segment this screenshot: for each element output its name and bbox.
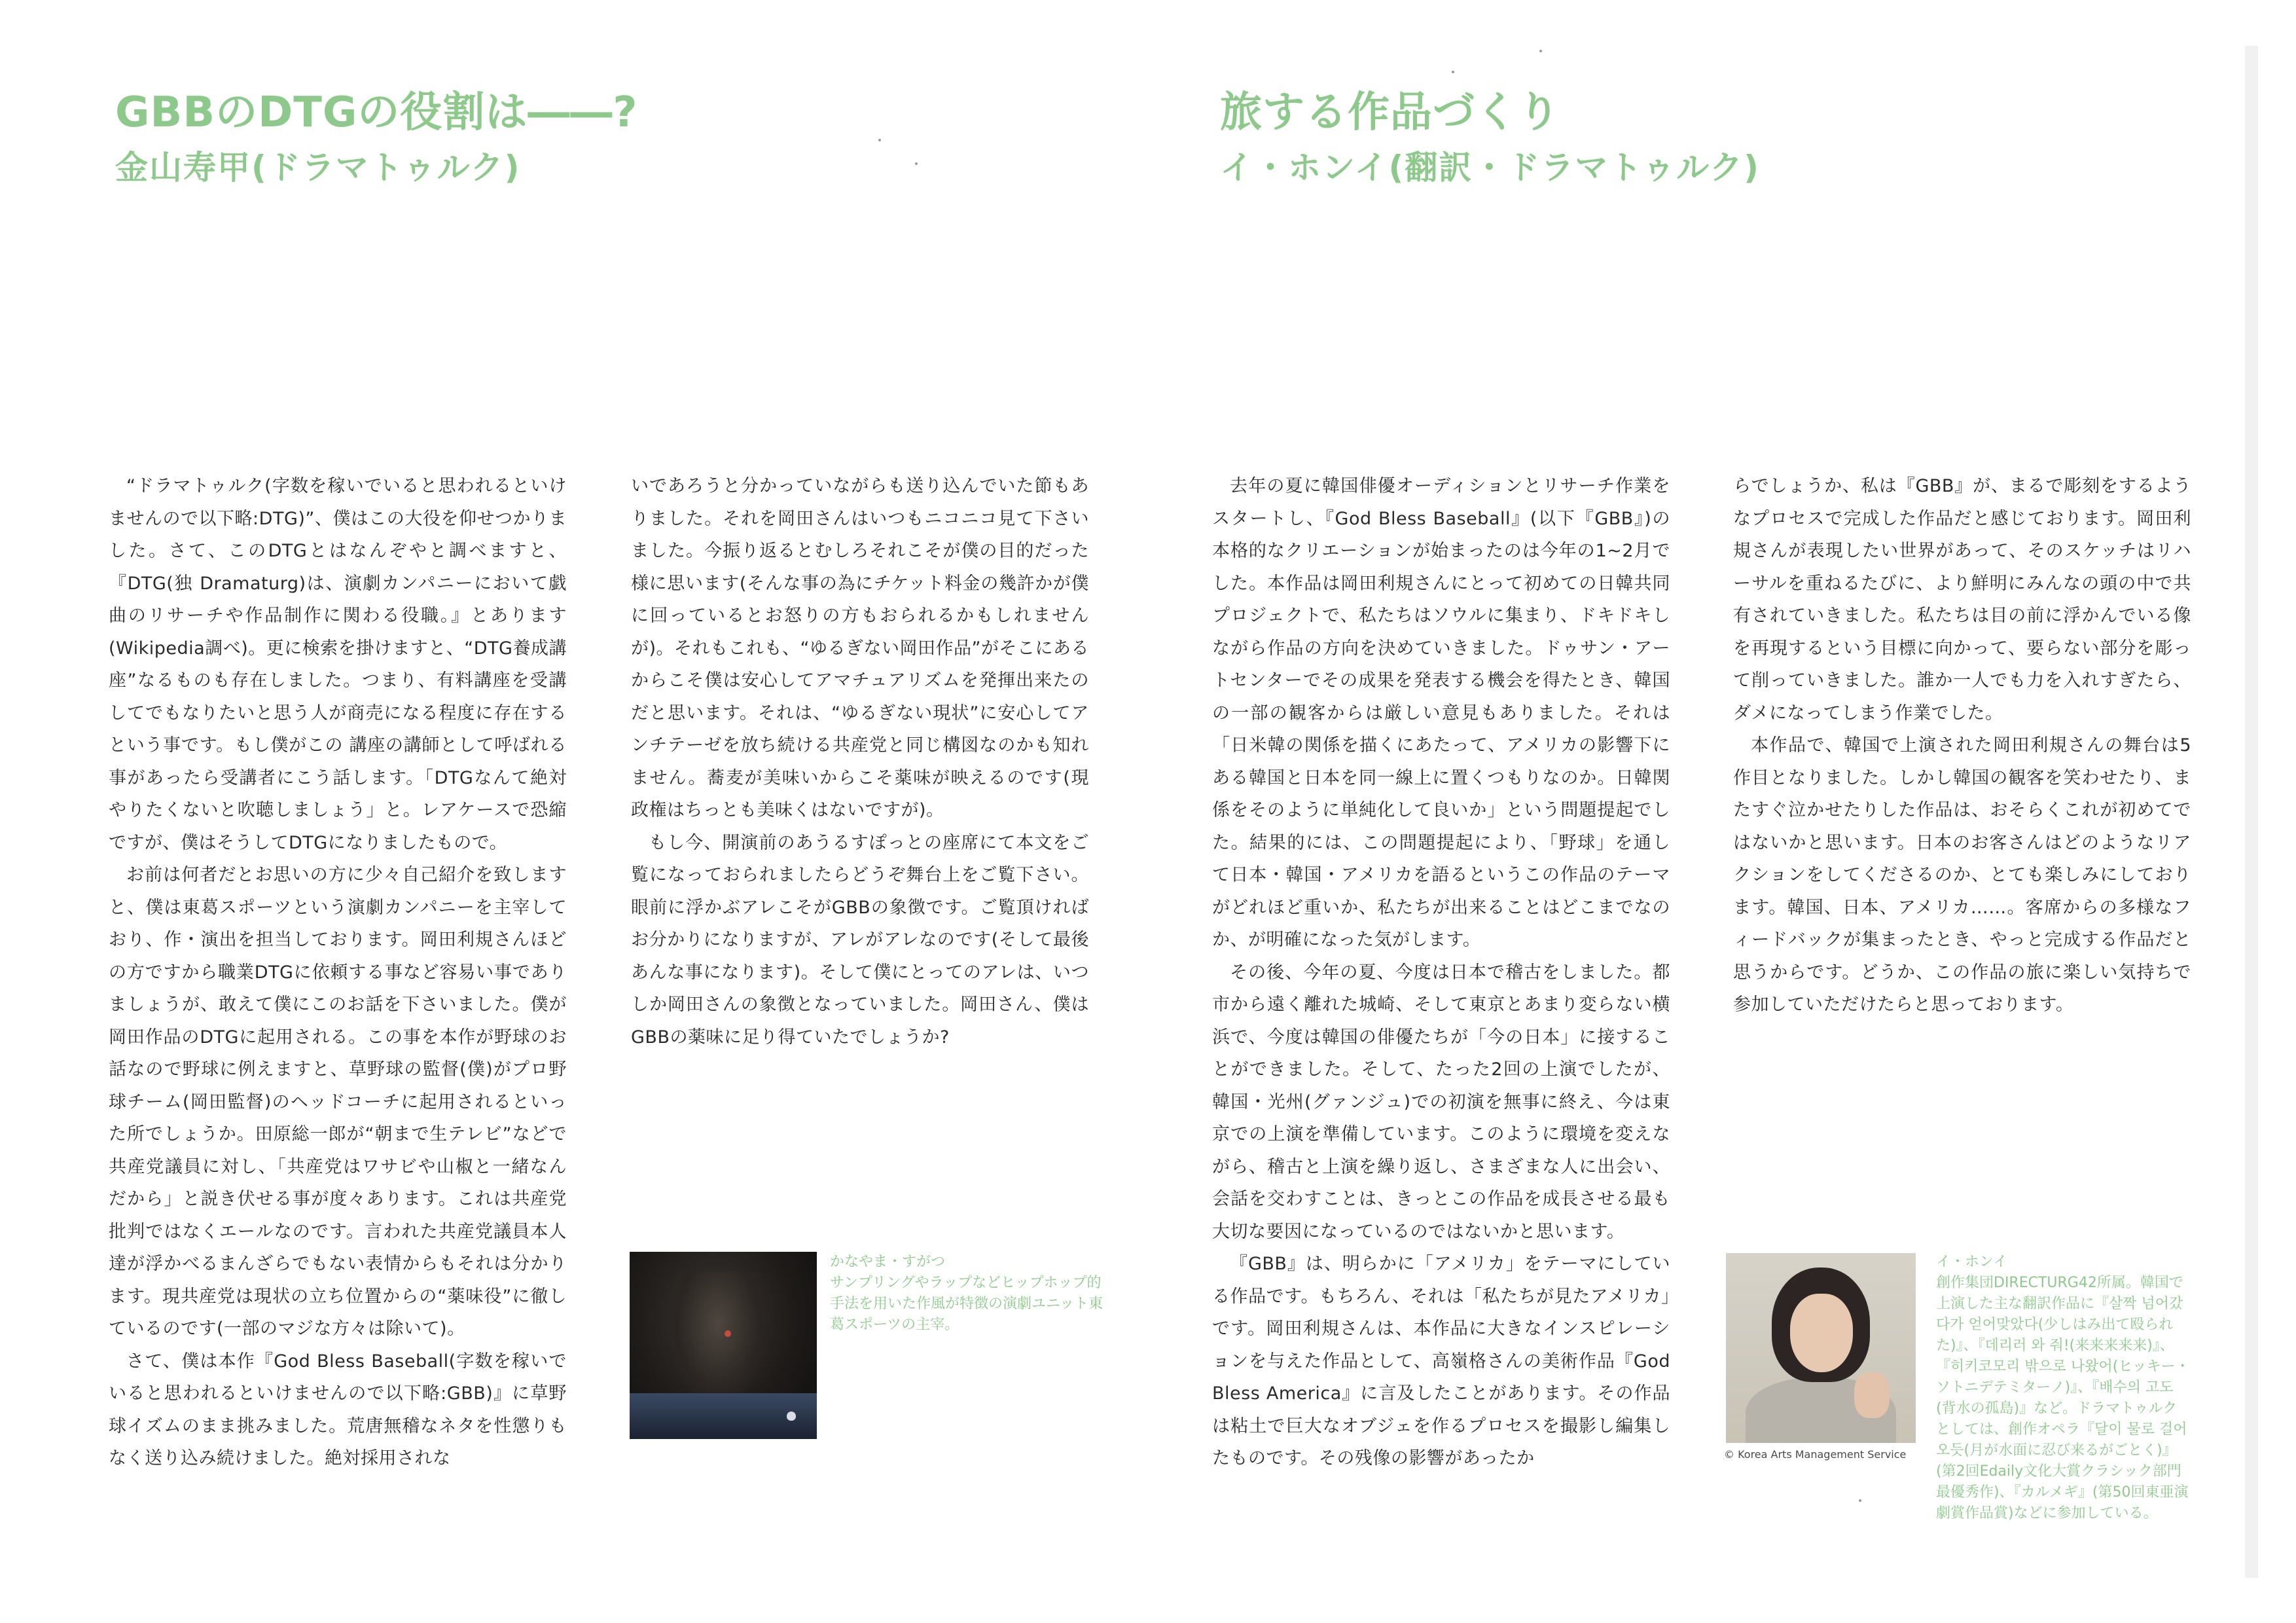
- print-speck: [1539, 50, 1542, 52]
- paragraph: らでしょうか、私は『GBB』が、まるで彫刻をするようなプロセスで完成した作品だと感じております。岡田利規さんが表現したい世界があって、そのスケッチはリハーサルを重ねるたびに、より鮮明にみんなの頭の中で共有されていきました。私たちは目の前に浮かんでいる像を再現するという目標に向かって、要らない部分を彫って削っていきました。誰か一人でも力を入れすぎたら、ダメになってしまう作業でした。: [1733, 476, 2191, 723]
- author-photo-kanayama: [630, 1252, 817, 1439]
- right-article-subtitle: イ・ホンイ(翻訳・ドラマトゥルク): [1220, 149, 1760, 187]
- left-article-title: GBBのDTGの役割は――?: [115, 88, 638, 137]
- paragraph: “ドラマトゥルク(字数を稼いでいると思われるといけませんので以下略:DTG)”、僕はこの大役を仰せつかりました。さて、このDTGとはなんぞやと調べますと、『DTG(独 Dramaturg)は、演劇カンパニーにおいて戯曲のリサーチや作品制作に関わる役職。』とあります(Wikipedia調べ)。更に検索を掛けますと、“DTG養成講座”なるものも存在しました。つまり、有料講座を受講してでもなりたいと思う人が商売になる程度に存在するという事です。もし僕がこの 講座の講師として呼ばれる事があったら受講者にこう話します。「DTGなんて絶対やりたくないと吹聴しましょう」と。レアケースで恐縮ですが、僕はそうしてDTGになりましたもので。: [109, 476, 567, 853]
- paragraph: 『GBB』は、明らかに「アメリカ」をテーマにしている作品です。もちろん、それは「私たちが見たアメリカ」です。岡田利規さんは、本作品に大きなインスピレーションを与えた作品として、高嶺格さんの美術作品『God Bless America』に言及したことがあります。その作品は粘土で巨大なオブジェを作るプロセスを撮影し編集したものです。その残像の影響があったか: [1212, 1254, 1670, 1468]
- paragraph: その後、今年の夏、今度は日本で稽古をしました。都市から遠く離れた城崎、そして東京とあまり変らない横浜で、今度は韓国の俳優たちが「今の日本」に接することができました。そして、たった2回の上演でしたが、韓国・光州(グァンジュ)での初演を無事に終え、今は東京での上演を準備しています。このように環境を変えながら、稽古と上演を繰り返し、さまざまな人に出会い、会話を交わすことは、きっとこの作品を成長させる最も大切な要因になっているのではないかと思います。: [1212, 962, 1670, 1242]
- author-name: かなやま・すがつ: [830, 1254, 946, 1270]
- author-photo-lee: [1726, 1253, 1916, 1443]
- photo-credit: © Korea Arts Management Service: [1724, 1448, 1907, 1461]
- left-article-subtitle: 金山寿甲(ドラマトゥルク): [115, 149, 521, 187]
- author-caption-right: [1936, 1252, 2191, 1524]
- author-caption-left: [830, 1252, 1105, 1336]
- paragraph: いであろうと分かっていながらも送り込んでいた節もありました。それを岡田さんはいつもニコニコ見て下さいました。今振り返るとむしろそれこそが僕の目的だった様に思います(そんな事の為にチケット料金の幾許かが僕に回っているとお怒りの方もおられるかもしれませんが)。それもこれも、“ゆるぎない岡田作品”がそこにあるからこそ僕は安心してアマチュアリズムを発揮出来たのだと思います。それは、“ゆるぎない現状”に安心してアンチテーゼを放ち続ける共産党と同じ構図なのかも知れません。蕎麦が美味いからこそ薬味が映えるのです(現政権はちっとも美味くはないですが)。: [631, 476, 1090, 820]
- right-article-title: 旅する作品づくり: [1220, 88, 1560, 137]
- left-article-column-1: [109, 470, 567, 1475]
- right-article-column-1: [1212, 470, 1670, 1475]
- paragraph: さて、僕は本作『God Bless Baseball(字数を稼いでいると思われるといけませんので以下略:GBB)』に草野球イズムのまま挑みました。荒唐無稽なネタを性懲りもなく送り込み続けました。絶対採用されな: [109, 1351, 567, 1468]
- print-speck: [1859, 1499, 1861, 1502]
- paragraph: 去年の夏に韓国俳優オーディションとリサーチ作業をスタートし、『God Bless Baseball』(以下『GBB』)の本格的なクリエーションが始まったのは今年の1~2月でした。本作品は岡田利規さんにとって初めての日韓共同プロジェクトで、私たちはソウルに集まり、ドキドキしながら作品の方向を決めていきました。ドゥサン・アートセンターでその成果を発表する機会を得たとき、韓国の一部の観客からは厳しい意見もありました。それは「日米韓の関係を描くにあたって、アメリカの影響下にある韓国と日本を同一線上に置くつもりなのか。日韓関係をそのように単純化して良いか」という問題提起でした。結果的には、この問題提起により、「野球」を通して日本・韓国・アメリカを語るというこの作品のテーマがどれほど重いか、私たちが出来ることはどこまでなのか、が明確になった気がします。: [1212, 476, 1670, 950]
- paragraph: 本作品で、韓国で上演された岡田利規さんの舞台は5作目となりました。しかし韓国の観客を笑わせたり、またすぐ泣かせたりした作品は、おそらくこれが初めてではないかと思います。日本のお客さんはどのようなリアクションをしてくださるのか、とても楽しみにしております。韓国、日本、アメリカ……。客席からの多様なフィードバックが集まったとき、やっと完成する作品だと思うからです。どうか、この作品の旅に楽しい気持ちで参加していただけたらと思っております。: [1733, 735, 2191, 1015]
- paragraph: もし今、開演前のあうるすぽっとの座席にて本文をご覧になっておられましたらどうぞ舞台上をご覧下さい。眼前に浮かぶアレこそがGBBの象徴です。ご覧頂ければお分かりになりますが、アレがアレなのです(そして最後あんな事になります)。そして僕にとってのアレは、いつしか岡田さんの象徴となっていました。岡田さん、僕はGBBの薬味に足り得ていたでしょうか?: [631, 832, 1089, 1048]
- author-name: イ・ホンイ: [1936, 1254, 2007, 1270]
- print-speck: [1452, 71, 1454, 73]
- print-speck: [915, 162, 918, 165]
- print-speck: [878, 139, 881, 141]
- left-article-column-2: [631, 470, 1089, 1053]
- author-bio: 創作集団DIRECTURG42所属。韓国で上演した主な翻訳作品に『살짝 넘어갔다가 얻어맞았다(少しはみ出て殴られた)』、『데리러 와 줘!(来来来来来)』、『히키코모리 밖으로 나왔어(ヒッキー・ソトニデテミターノ)』、『배수의 고도(背水の孤島)』など。ドラマトゥルクとしては、創作オペラ『달이 물로 걸어오듯(月が水面に忍び来るがごとく)』(第2回Edaily文化大賞クラシック部門最優秀作)、『カルメギ』(第50回東亜演劇賞作品賞)などに参加している。: [1936, 1275, 2190, 1522]
- author-bio: サンプリングやラップなどヒップホップ的手法を用いた作風が特徴の演劇ユニット東葛スポーツの主宰。: [830, 1275, 1103, 1333]
- page-edge: [2245, 46, 2258, 1578]
- paragraph: お前は何者だとお思いの方に少々自己紹介を致しますと、僕は東葛スポーツという演劇カンパニーを主宰しており、作・演出を担当しております。岡田利規さんほどの方ですから職業DTGに依頼する事など容易い事でありましょうが、敢えて僕にこのお話を下さいました。僕が岡田作品のDTGに起用される。この事を本作が野球のお話なので野球に例えますと、草野球の監督(僕)がプロ野球チーム(岡田監督)のヘッドコーチに起用されるといった所でしょうか。田原総一郎が“朝まで生テレビ”などで共産党議員に対し、「共産党はワサビや山椒と一緒なんだから」と説き伏せる事が度々あります。これは共産党批判ではなくエールなのです。言われた共産党議員本人達が浮かべるまんざらでもない表情からもそれは分かります。現共産党は現状の立ち位置からの“薬味役”に徹しているのです(一部のマジな方々は除いて)。: [109, 865, 567, 1339]
- right-article-column-2: [1733, 470, 2191, 1021]
